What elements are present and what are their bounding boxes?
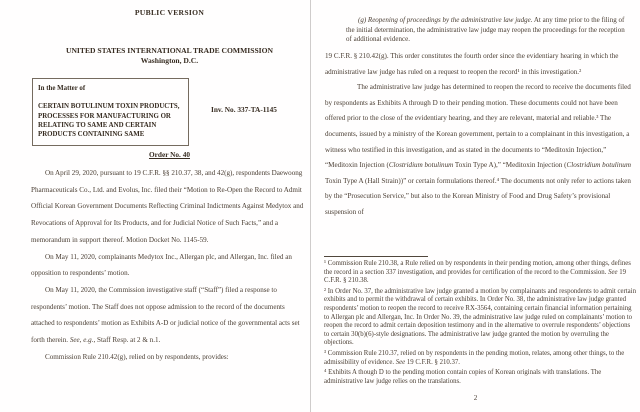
footnote-3: ³ Commission Rule 210.37, relied on by respondents in the pending motion, relates, among other things, to the admissibility of evidence. See 19 C.F.R. § 210.37. — [324, 349, 625, 366]
regulation-quote: (g) Reopening of proceedings by the administrative law judge. At any time prior to the filing of the initial determination, the administrative law judge may reopen the proceedings for the reception of additional evidence. — [346, 16, 625, 43]
order-number-text: Order No. 40 — [148, 150, 190, 159]
paragraph-motion-filed: On April 29, 2020, pursuant to 19 C.F.R. §§ 210.37, 38, and 42(g), respondents Daewoong Pharmaceuticals Co., Ltd. and Evolus, Inc. filed their “Motion to Re-Open the Record to Admit Official Korean Government Documents Reflecting Criminal Indictments Against Medytox and Revocations of Approval for Its Products, and for Judicial Notice of Such Facts,” and a memorandum in support thereof. Motion Docket No. 1145-59. — [31, 169, 304, 244]
document-page-2 — [311, 0, 640, 412]
case-title: CERTAIN BOTULINUM TOXIN PRODUCTS, PROCESSES FOR MANUFACTURING OR RELATING TO SAME AND CERTAIN PRODUCTS CONTAINING SAME — [38, 103, 180, 139]
footnote-4: ⁴ Exhibits A though D to the pending motion contain copies of Korean originals with translations. The administrative law judge relies on the translations. — [324, 369, 602, 385]
document-page-1 — [0, 0, 311, 412]
footnote-2: ² In Order No. 37, the administrative law judge granted a motion by complainants and respondents to admit certain exhibits and to permit the withdrawal of certain exhibits. In Order No. 38, the administrative law judge granted respondents’ motion to reopen the record to receive RX-3564, containing certain financial information pertaining to Allergan plc and Allergan, Inc. In Order No. 39, the administrative law judge ruled on complainants’ motion to reopen the record to admit certain deposition testimony and in the alternative to overrule respondents’ objections to certain 30(b)(6)-style designations. The administrative law judge granted the motion by overruling the objections. — [324, 287, 636, 347]
page-1-body — [31, 165, 308, 365]
caption-box — [32, 78, 189, 146]
footnote-1: ¹ Commission Rule 210.38, a Rule relied on by respondents in their pending motion, among other things, defines the record in a section 337 investigation, and provides for certification of the record to the Commission. See 19 C.F.R. § 210.38. — [324, 260, 631, 285]
page-2-body — [325, 49, 634, 221]
commission-location: Washington, D.C. — [140, 55, 199, 65]
in-the-matter-of-label: In the Matter of — [38, 85, 86, 92]
paragraph-fourth-order: 19 C.F.R. § 210.42(g). This order constitutes the fourth order since the evidentiary hearing in which the administrative law judge has ruled on a request to reopen the record¹ in this investigation.² — [325, 52, 619, 76]
public-version-label: PUBLIC VERSION — [134, 8, 205, 17]
order-number-heading — [31, 150, 308, 159]
page-number: 2 — [473, 394, 478, 402]
commission-name: UNITED STATES INTERNATIONAL TRADE COMMISSION — [65, 46, 274, 55]
paragraph-determination: The administrative law judge has determined to reopen the record to receive the documents filed by respondents as Exhibits A through D to their pending motion. These documents could not have been offered prior to the close of the evidentiary hearing, and they are relevant, material and reliable.³ The documents, issued by a ministry of the Korean government, pertain to a complainant in this investigation, a witness who testified in this investigation, and as stated in the documents to “Meditoxin Injection,” “Meditoxin Injection (Clostridium botulinum Toxin Type A),” “Meditoxin Injection (Clostridium botulinum Toxin Type A (Hall Strain))” or certain formulations thereof.⁴ The documents not only refer to actions taken by the “Prosecution Service,” but also to the Korean Ministry of Food and Drug Safety’s provisional suspension of — [325, 83, 631, 216]
paragraph-opposition: On May 11, 2020, complainants Medytox Inc., Allergan plc, and Allergan, Inc. filed an opposition to respondents’ motion. — [31, 252, 292, 278]
commission-header — [31, 46, 308, 65]
paragraph-rule-intro: Commission Rule 210.42(g), relied on by respondents, provides: — [45, 352, 229, 361]
footnote-divider — [324, 256, 428, 257]
investigation-number: Inv. No. 337-TA-1145 — [211, 105, 277, 114]
footnotes — [324, 260, 636, 388]
paragraph-staff-response: On May 11, 2020, the Commission investigative staff (“Staff”) filed a response to respondents’ motion. The Staff does not oppose admission to the record of the documents attached to respondents’ motion as Exhibits A-D or judicial notice of the governmental acts set forth therein. See, e.g., Staff Resp. at 2 & n.1. — [31, 285, 300, 345]
